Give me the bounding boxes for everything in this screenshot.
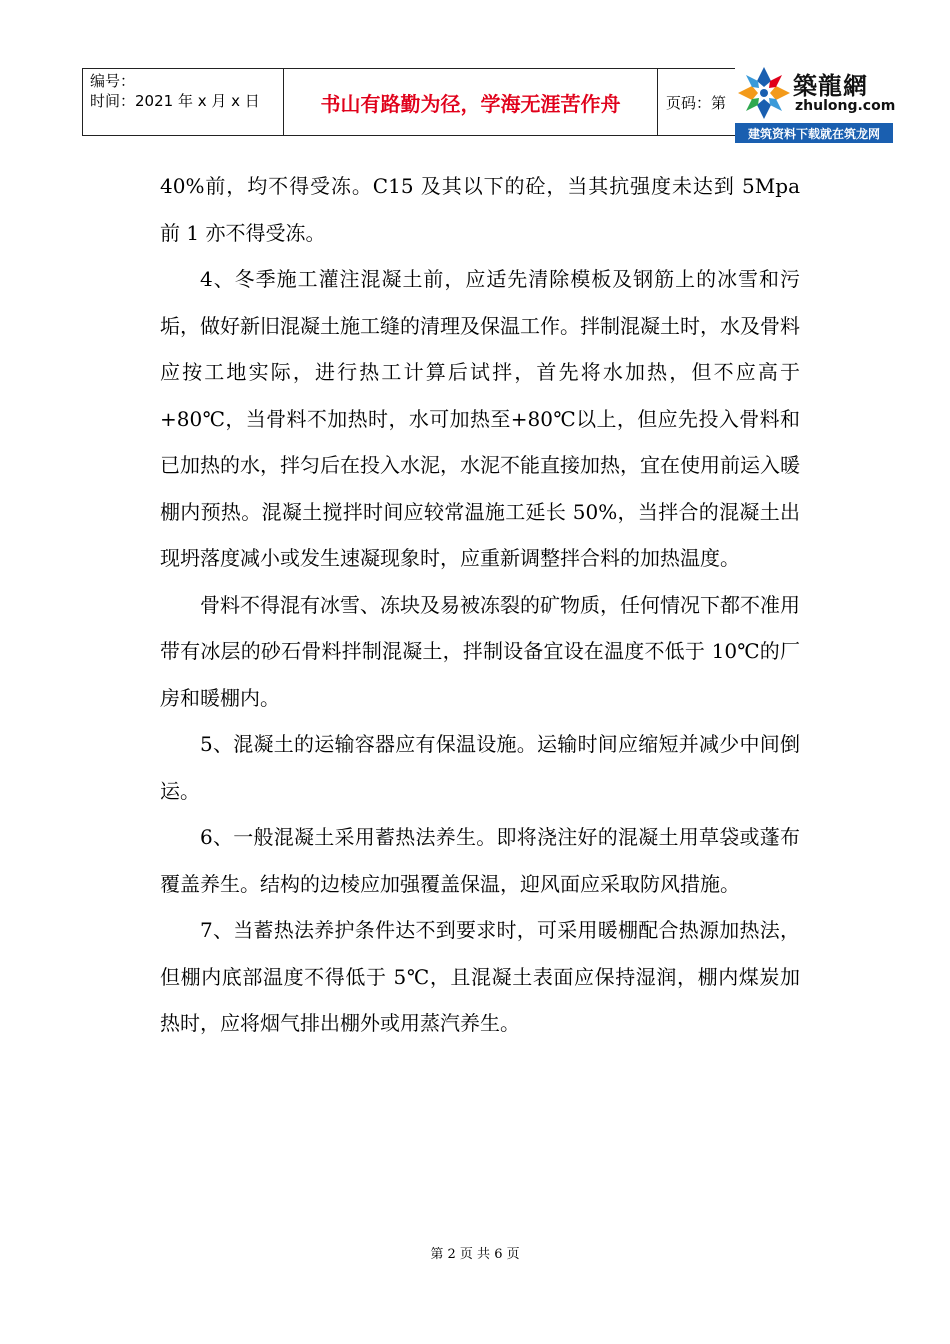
zhulong-logo	[735, 62, 896, 144]
paragraph: 40%前，均不得受冻。C15 及其以下的砼，当其抗强度未达到 5Mpa 前 1 亦不得受冻。	[160, 174, 800, 245]
paragraph: 骨料不得混有冰雪、冻块及易被冻裂的矿物质，任何情况下都不准用带有冰层的砂石骨料拌制混凝土，拌制设备宜设在温度不低于 10℃的厂房和暖棚内。	[160, 592, 800, 710]
motto: 书山有路勤为径，学海无涯苦作舟	[284, 69, 658, 135]
number-label: 编号：	[90, 72, 136, 90]
page-label: 页码：第	[666, 93, 727, 112]
paragraph: 5、混凝土的运输容器应有保温设施。运输时间应缩短并减少中间倒运。	[160, 732, 800, 803]
logo-brand: 築龍網	[793, 71, 868, 100]
paragraph: 7、当蓄热法养护条件达不到要求时，可采用暖棚配合热源加热法，但棚内底部温度不得低于 5℃，且混凝土表面应保持湿润，棚内煤炭加热时，应将烟气排出棚外或用蒸汽养生。	[160, 918, 800, 1035]
snowflake-logo-icon	[737, 64, 791, 122]
header-info-cell	[83, 69, 284, 135]
page-footer: 第 2 页 共 6 页	[430, 1247, 520, 1262]
document-body	[160, 163, 800, 1047]
logo-tagline: 建筑资料下载就在筑龙网	[735, 123, 893, 143]
paragraph: 6、一般混凝土采用蓄热法养生。即将浇注好的混凝土用草袋或蓬布覆盖养生。结构的边棱应加强覆盖保温，迎风面应采取防风措施。	[160, 825, 800, 896]
paragraph: 4、冬季施工灌注混凝土前，应适先清除模板及钢筋上的冰雪和污垢，做好新旧混凝土施工缝的清理及保温工作。拌制混凝土时，水及骨料应按工地实际，进行热工计算后试拌，首先将水加热，但不应高于+80℃，当骨料不加热时，水可加热至+80℃以上，但应先投入骨料和已加热的水，拌匀后在投入水泥，水泥不能直接加热，宜在使用前运入暖棚内预热。混凝土搅拌时间应较常温施工延长 50%，当拌合的混凝土出现坍落度减小或发生速凝现象时，应重新调整拌合料的加热温度。	[160, 267, 800, 570]
logo-site: zhulong.com	[795, 98, 896, 114]
time-label: 时间：2021 年 x 月 x 日	[90, 92, 260, 110]
